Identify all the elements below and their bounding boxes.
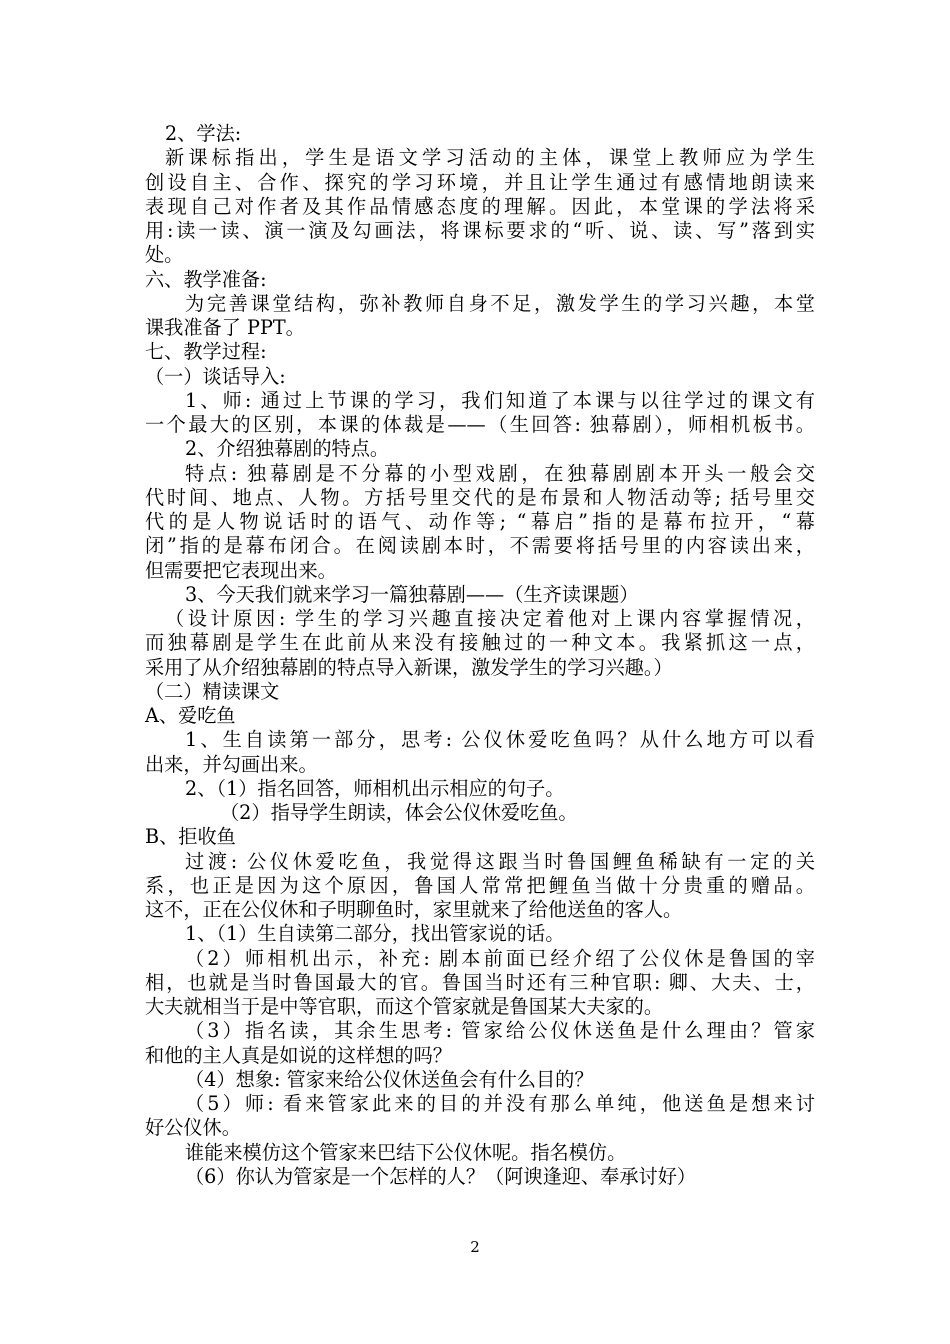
paragraph-line: 相，也就是当时鲁国最大的官。鲁国当时还有三种官职: 卿、大夫、士， [145,970,815,994]
paragraph-line: 1、生自读第一部分，思考: 公仪休爱吃鱼吗？从什么地方可以看 [185,728,815,752]
paragraph-line: 过渡: 公仪休爱吃鱼，我觉得这跟当时鲁国鲤鱼稀缺有一定的关 [185,849,815,873]
paragraph-line: 3、今天我们就来学习一篇独幕剧——（生齐读课题） [185,582,639,606]
paragraph-line: 系，也正是因为这个原因，鲁国人常常把鲤鱼当做十分贵重的赠品。 [145,873,815,897]
paragraph-line: 新课标指出，学生是语文学习活动的主体，课堂上教师应为学生 [165,146,815,170]
paragraph-line: 但需要把它表现出来。 [145,558,337,582]
heading-study-method: 2、学法: [165,122,242,145]
paragraph-line: （6）你认为管家是一个怎样的人？（阿谀逢迎、奉承讨好） [185,1164,697,1188]
paragraph-line: 出来，并勾画出来。 [145,752,318,776]
subsection-heading-close-reading: （二）精读课文 [145,679,280,703]
body-text [145,122,815,1189]
paragraph-line: （4）想象: 管家来给公仪休送鱼会有什么目的？ [185,1067,594,1091]
paragraph-line: 表现自己对作者及其作品情感态度的理解。因此，本堂课的学法将采 [145,194,815,218]
section-heading-preparation: 六、教学准备: [145,267,267,291]
paragraph-line: 2、介绍独幕剧的特点。 [185,437,390,461]
paragraph-line: （设计原因: 学生的学习兴趣直接决定着他对上课内容掌握情况， [165,607,815,630]
paragraph-line: （5）师: 看来管家此来的目的并没有那么单纯，他送鱼是想来讨 [185,1092,815,1115]
paragraph-line: 代的是人物说话时的语气、动作等; “幕启”指的是幕布拉开，“幕 [145,510,815,533]
part-heading-a: A、爱吃鱼 [145,704,236,727]
subsection-heading-intro: （一）谈话导入: [145,364,286,388]
paragraph-line: 课我准备了 PPT。 [145,316,305,339]
paragraph-line: 采用了从介绍独幕剧的特点导入新课，激发学生的学习兴趣。） [145,655,673,679]
paragraph-line: 特点: 独幕剧是不分幕的小型戏剧，在独幕剧剧本开头一般会交 [185,461,815,485]
paragraph-line: 这不，正在公仪休和子明聊鱼时，家里就来了给他送鱼的客人。 [145,898,683,921]
paragraph-line: 2、（1）指名回答，师相机出示相应的句子。 [185,776,565,800]
page-number: 2 [470,1238,480,1256]
paragraph-line: 处。 [145,243,184,267]
paragraph-line: （3）指名读，其余生思考: 管家给公仪休送鱼是什么理由？管家 [185,1019,815,1043]
paragraph-line: （2）指导学生朗读，体会公仪休爱吃鱼。 [220,801,578,824]
paragraph-line: 1、（1）生自读第二部分，找出管家说的话。 [185,922,565,946]
paragraph-line: 用:读一读、演一演及勾画法，将课标要求的“听、说、读、写”落到实 [145,219,815,242]
paragraph-line: 1、师: 通过上节课的学习，我们知道了本课与以往学过的课文有 [185,388,815,412]
paragraph-line: 为完善课堂结构，弥补教师自身不足，激发学生的学习兴趣，本堂 [185,291,815,315]
paragraph-line: 一个最大的区别，本课的体裁是——（生回答: 独幕剧），师相机板书。 [145,413,815,436]
paragraph-line: 和他的主人真是如说的这样想的吗？ [145,1043,452,1067]
part-heading-b: B、拒收鱼 [145,825,236,849]
paragraph-line: 代时间、地点、人物。方括号里交代的是布景和人物活动等; 括号里交 [145,485,815,509]
paragraph-line: 谁能来模仿这个管家来巴结下公仪休呢。指名模仿。 [185,1140,627,1164]
paragraph-line: 闭”指的是幕布闭合。在阅读剧本时，不需要将括号里的内容读出来， [145,534,815,558]
paragraph-line: 创设自主、合作、探究的学习环境，并且让学生通过有感情地朗读来 [145,170,815,194]
section-heading-process: 七、教学过程: [145,340,267,364]
paragraph-line: （2）师相机出示，补充: 剧本前面已经介绍了公仪休是鲁国的宰 [185,946,815,970]
paragraph-line: 而独幕剧是学生在此前从来没有接触过的一种文本。我紧抓这一点， [145,631,815,655]
paragraph-line: 好公仪休。 [145,1116,241,1140]
paragraph-line: 大夫就相当于是中等官职，而这个管家就是鲁国某大夫家的。 [145,995,664,1018]
